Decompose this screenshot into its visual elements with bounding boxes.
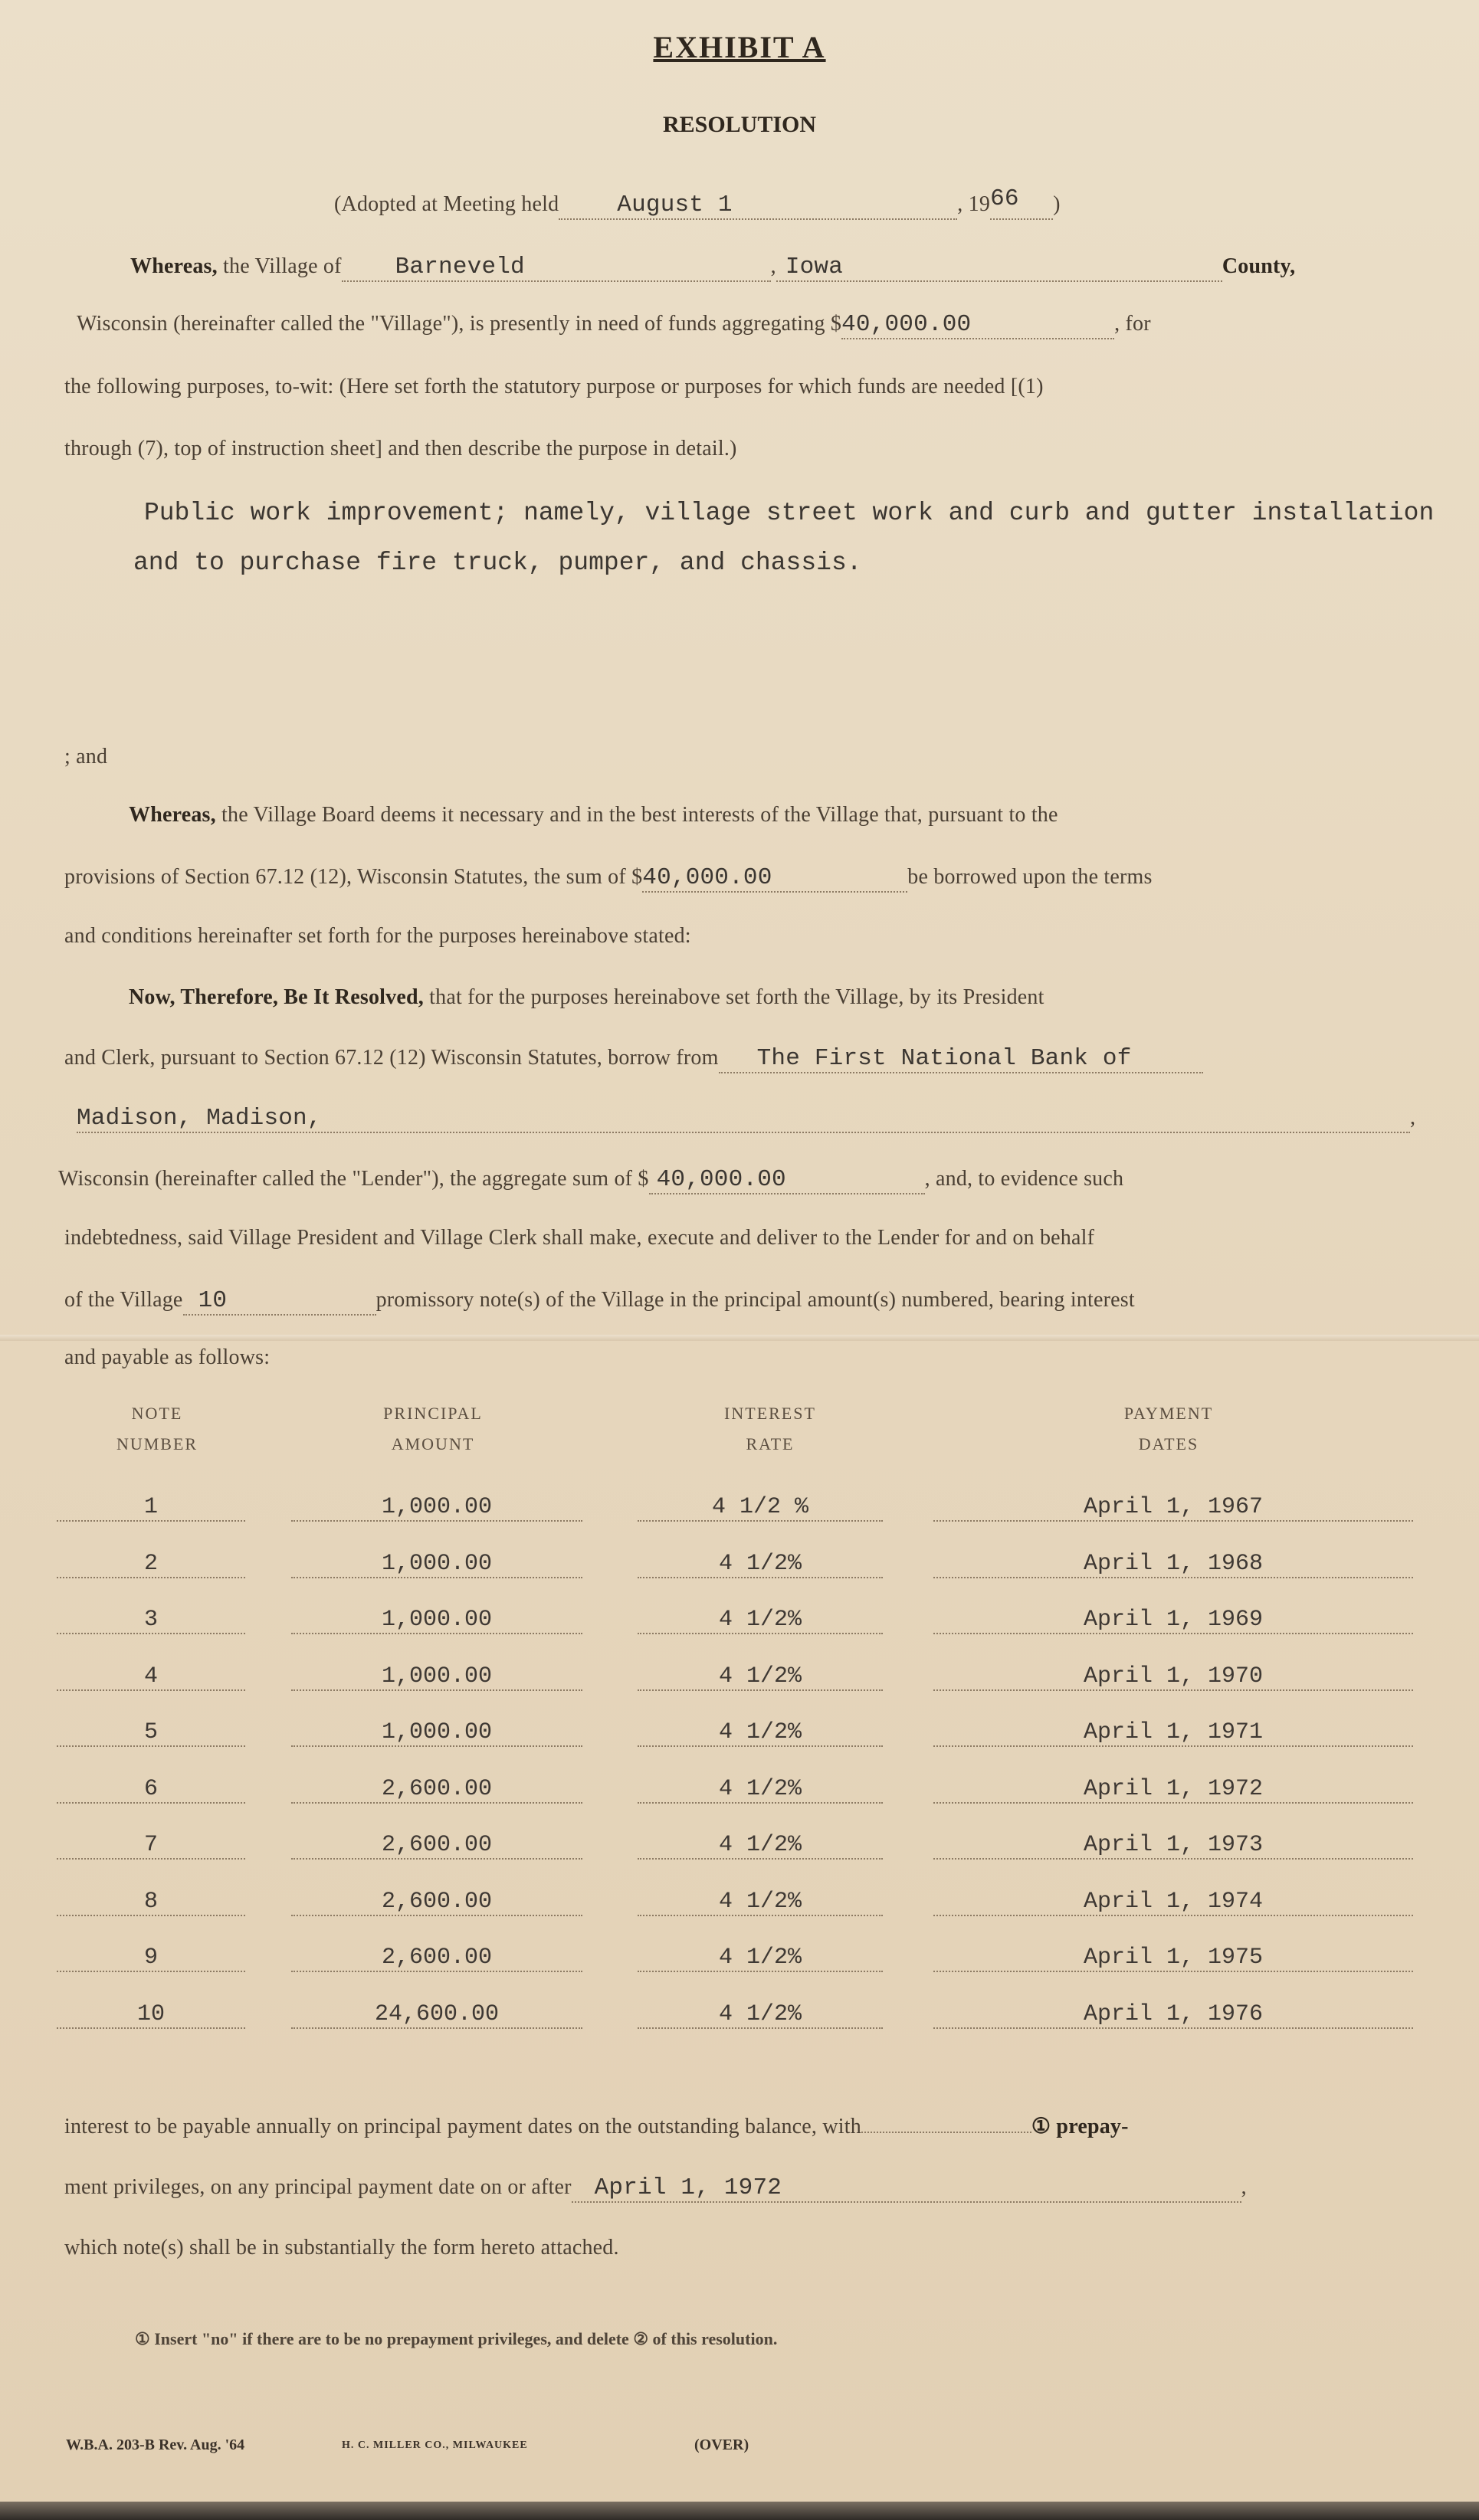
whereas-line-2-end: , for	[1114, 312, 1151, 336]
note-number-cell: 1	[57, 1494, 245, 1522]
aggregate-amount-field: 40,000.00	[841, 311, 1114, 339]
resolved-line-6	[64, 1287, 1135, 1316]
whereas-line-4: through (7), top of instruction sheet] and then describe the purpose in detail.)	[64, 437, 737, 460]
adopted-year-prefix: , 19	[957, 192, 991, 216]
whereas2-line-2	[64, 864, 1153, 893]
interest-line-1	[64, 2113, 1129, 2139]
notes-count-field: 10	[183, 1287, 376, 1316]
over-text: (OVER)	[694, 2436, 749, 2453]
principal-amount-cell: 24,600.00	[291, 2001, 582, 2029]
principal-amount-cell: 1,000.00	[291, 1663, 582, 1691]
header-principal-l2: AMOUNT	[391, 1434, 475, 1453]
adopted-prefix: (Adopted at Meeting held	[334, 192, 559, 216]
borrow-amount-field: 40,000.00	[642, 864, 907, 893]
paper-fold	[0, 1335, 1479, 1341]
header-note-l1: NOTE	[131, 1404, 183, 1423]
village-name-field: Barneveld	[342, 254, 771, 282]
header-principal-l1: PRINCIPAL	[383, 1404, 483, 1423]
payment-date-cell: April 1, 1971	[933, 1719, 1413, 1747]
note-number-cell: 4	[57, 1663, 245, 1691]
principal-amount-cell: 1,000.00	[291, 1607, 582, 1634]
whereas-line-1	[130, 254, 1295, 282]
payment-date-cell: April 1, 1976	[933, 2001, 1413, 2029]
footnote-marker: ①	[135, 2329, 150, 2348]
note-number-cell: 2	[57, 1551, 245, 1578]
resolved-line-3	[77, 1105, 1415, 1133]
payment-date-cell: April 1, 1968	[933, 1551, 1413, 1578]
interest-line-2-a: ment privileges, on any principal payment date on or after	[64, 2175, 572, 2199]
note-number-cell: 10	[57, 2001, 245, 2029]
aggregate-sum-field: 40,000.00	[649, 1166, 925, 1194]
prepay-text: prepay-	[1051, 2115, 1129, 2138]
interest-rate-cell: 4 1/2%	[638, 1719, 883, 1747]
payment-date-cell: April 1, 1973	[933, 1832, 1413, 1860]
village-comma: ,	[770, 254, 776, 278]
note-number-cell: 5	[57, 1719, 245, 1747]
principal-amount-cell: 1,000.00	[291, 1494, 582, 1522]
resolved-line-6-a: of the Village	[64, 1288, 183, 1312]
interest-rate-cell: 4 1/2%	[638, 2001, 883, 2029]
resolved-lead: Now, Therefore, Be It Resolved,	[129, 985, 424, 1009]
payment-date-cell: April 1, 1975	[933, 1945, 1413, 1972]
whereas-lead: Whereas,	[130, 254, 218, 278]
interest-rate-cell: 4 1/2 %	[638, 1494, 883, 1522]
meeting-year-field: 66	[990, 192, 1053, 220]
whereas-line-2	[77, 311, 1151, 339]
footnote	[135, 2329, 777, 2349]
and-text: ; and	[64, 745, 108, 768]
paper-bottom-edge	[0, 2502, 1479, 2520]
printer-name: H. C. MILLER CO., MILWAUKEE	[342, 2440, 528, 2451]
resolved-line-7: and payable as follows:	[64, 1345, 271, 1369]
principal-amount-cell: 2,600.00	[291, 1832, 582, 1860]
county-label: County,	[1222, 254, 1296, 278]
interest-rate-cell: 4 1/2%	[638, 1889, 883, 1916]
meeting-date-field: August 1	[559, 192, 957, 220]
adopted-suffix: )	[1053, 192, 1061, 216]
whereas2-line-1-text: the Village Board deems it necessary and in the best interests of the Village that, pursuant to the	[215, 803, 1058, 827]
purpose-line-1: Public work improvement; namely, village street work and curb and gutter installation	[144, 499, 1435, 527]
interest-rate-cell: 4 1/2%	[638, 1945, 883, 1972]
village-of-text: the Village of	[217, 254, 342, 278]
resolved-line-4-b: , and, to evidence such	[924, 1167, 1124, 1191]
interest-rate-cell: 4 1/2%	[638, 1663, 883, 1691]
note-number-cell: 7	[57, 1832, 245, 1860]
whereas-line-2-text: Wisconsin (hereinafter called the "Village"), is presently in need of funds aggregating $	[77, 312, 842, 336]
resolved-line-4	[58, 1166, 1123, 1194]
adopted-line	[334, 185, 1061, 220]
header-interest-l2: RATE	[746, 1434, 795, 1453]
interest-rate-cell: 4 1/2%	[638, 1607, 883, 1634]
note-number-cell: 9	[57, 1945, 245, 1972]
prepay-field	[861, 2132, 1031, 2133]
payment-date-cell: April 1, 1967	[933, 1494, 1413, 1522]
prepay-marker: ①	[1031, 2115, 1051, 2138]
payment-date-cell: April 1, 1972	[933, 1776, 1413, 1804]
county-field: Iowa	[776, 254, 1222, 282]
payment-date-cell: April 1, 1974	[933, 1889, 1413, 1916]
purpose-line-2: and to purchase fire truck, pumper, and chassis.	[133, 549, 862, 577]
resolved-line-6-b: promissory note(s) of the Village in the principal amount(s) numbered, bearing interest	[375, 1288, 1135, 1312]
payment-date-cell: April 1, 1970	[933, 1663, 1413, 1691]
header-payment-l2: DATES	[1138, 1434, 1199, 1453]
interest-rate-cell: 4 1/2%	[638, 1832, 883, 1860]
interest-line-3: which note(s) shall be in substantially the form hereto attached.	[64, 2236, 619, 2259]
note-number-cell: 6	[57, 1776, 245, 1804]
prepay-after-date-field: April 1, 1972	[572, 2174, 1241, 2203]
footnote-text: Insert "no" if there are to be no prepayment privileges, and delete ② of this resolution.	[149, 2329, 778, 2348]
resolved-line-5: indebtedness, said Village President and Village Clerk shall make, execute and deliver to the Lender for and on behalf	[64, 1226, 1095, 1250]
whereas2-line-2-a: provisions of Section 67.12 (12), Wisconsin Statutes, the sum of $	[64, 865, 643, 889]
principal-amount-cell: 1,000.00	[291, 1551, 582, 1578]
resolved-line-2-a: and Clerk, pursuant to Section 67.12 (12) Wisconsin Statutes, borrow from	[64, 1046, 719, 1070]
resolved-line-1	[129, 985, 1044, 1010]
note-number-cell: 8	[57, 1889, 245, 1916]
principal-amount-cell: 2,600.00	[291, 1889, 582, 1916]
interest-line-2-end: ,	[1241, 2175, 1247, 2199]
form-id: W.B.A. 203-B Rev. Aug. '64	[66, 2436, 245, 2453]
resolved-line-4-a: Wisconsin (hereinafter called the "Lender"), the aggregate sum of $	[58, 1167, 649, 1191]
header-payment-dates	[1073, 1404, 1264, 1454]
header-payment-l1: PAYMENT	[1123, 1404, 1214, 1423]
whereas2-lead: Whereas,	[129, 803, 216, 827]
principal-amount-cell: 1,000.00	[291, 1719, 582, 1747]
interest-line-1-a: interest to be payable annually on principal payment dates on the outstanding balance, with	[64, 2115, 861, 2138]
resolved-line-1-text: that for the purposes hereinabove set forth the Village, by its President	[423, 985, 1044, 1009]
payment-date-cell: April 1, 1969	[933, 1607, 1413, 1634]
header-interest-l1: INTEREST	[724, 1404, 816, 1423]
interest-line-2	[64, 2174, 1247, 2203]
lender-field-2: Madison, Madison,	[77, 1105, 1410, 1133]
whereas2-line-2-b: be borrowed upon the terms	[907, 865, 1153, 889]
header-principal-amount	[337, 1404, 529, 1454]
lender-comma: ,	[1410, 1106, 1416, 1129]
header-interest-rate	[674, 1404, 866, 1454]
note-number-cell: 3	[57, 1607, 245, 1634]
header-note-number	[84, 1404, 230, 1454]
resolved-line-2	[64, 1045, 1203, 1073]
principal-amount-cell: 2,600.00	[291, 1776, 582, 1804]
whereas2-line-3: and conditions hereinafter set forth for the purposes hereinabove stated:	[64, 924, 691, 948]
principal-amount-cell: 2,600.00	[291, 1945, 582, 1972]
interest-rate-cell: 4 1/2%	[638, 1551, 883, 1578]
whereas-line-3: the following purposes, to-wit: (Here set forth the statutory purpose or purposes for which funds are needed [(1)	[64, 375, 1044, 398]
exhibit-title: EXHIBIT A	[653, 30, 826, 64]
whereas2-line-1	[129, 803, 1058, 827]
header-note-l2: NUMBER	[116, 1434, 198, 1453]
lender-field-1: The First National Bank of	[719, 1045, 1203, 1073]
resolution-heading: RESOLUTION	[662, 112, 817, 137]
interest-rate-cell: 4 1/2%	[638, 1776, 883, 1804]
